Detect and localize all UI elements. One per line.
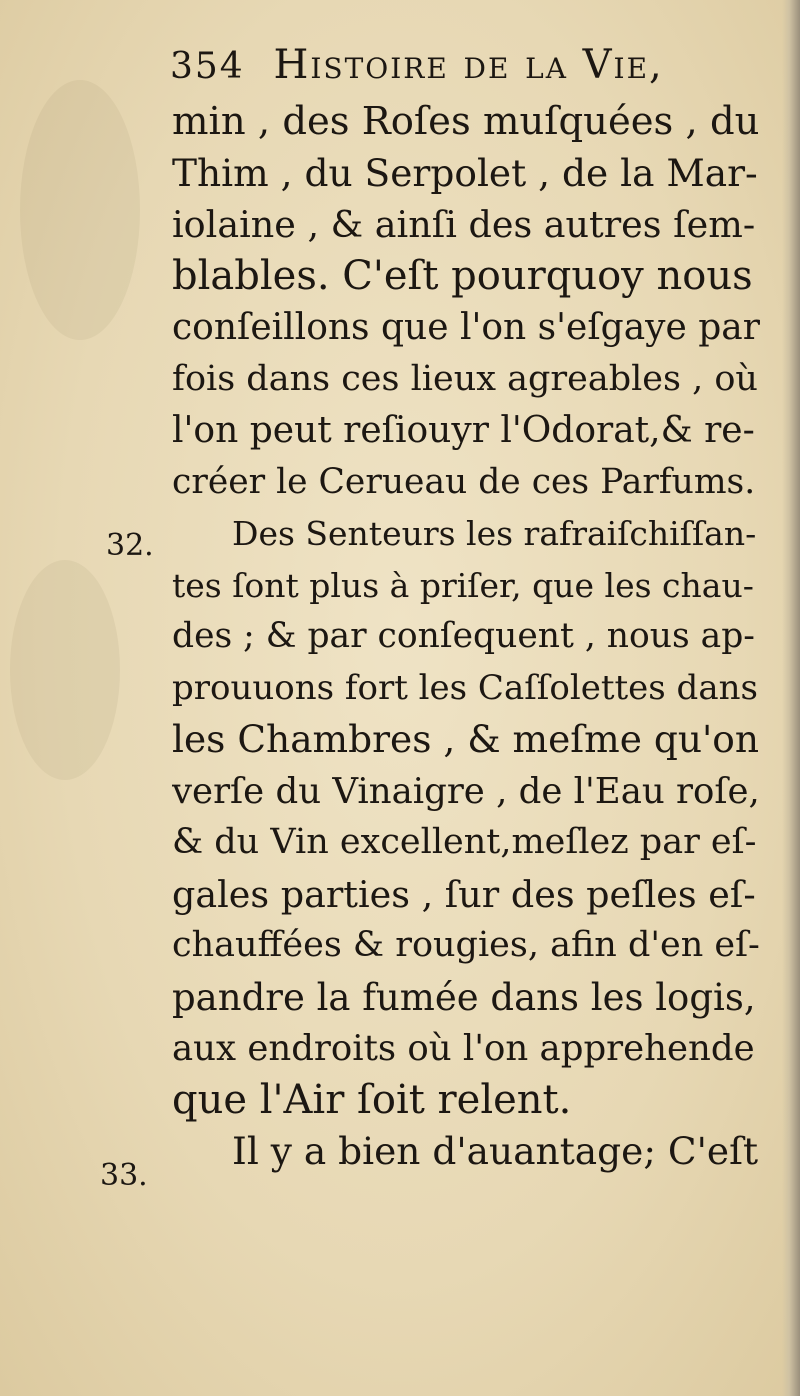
text-line: des ; & par conſequent , nous ap- bbox=[172, 616, 755, 656]
text-line: créer le Cerueau de ces Parfums. bbox=[172, 461, 756, 502]
text-line: conſeillons que l'on s'eſgaye par bbox=[172, 307, 760, 348]
running-title: Histoire de la Vie, bbox=[273, 42, 664, 88]
text-line: & du Vin excellent,meſlez par eſ- bbox=[172, 822, 757, 862]
text-line: aux endroits où l'on apprehende bbox=[172, 1028, 755, 1069]
paragraph-start-line: Des Senteurs les rafraiſchiſſan- bbox=[232, 514, 757, 553]
text-line: gales parties , ſur des peſles eſ- bbox=[172, 872, 756, 916]
page-number: 354 bbox=[170, 46, 245, 87]
text-line: prouuons fort les Caſſolettes dans bbox=[172, 667, 758, 708]
paper-stain bbox=[20, 80, 140, 340]
text-line: verſe du Vinaigre , de l'Eau roſe, bbox=[172, 770, 760, 812]
text-line: l'on peut reſiouyr l'Odorat,& re- bbox=[172, 410, 755, 451]
paragraph-start-line: Il y a bien d'auantage; C'eſt bbox=[232, 1129, 759, 1173]
text-line: Thim , du Serpolet , de la Mar- bbox=[172, 150, 758, 195]
text-line: blables. C'eſt pourquoy nous bbox=[172, 252, 753, 299]
running-header bbox=[170, 40, 760, 92]
text-line: tes ſont plus à priſer, que les chau- bbox=[172, 565, 754, 605]
text-line: chauffées & rougies, afin d'en eſ- bbox=[172, 925, 760, 965]
text-line: min , des Roſes muſquées , du bbox=[172, 99, 760, 144]
text-line: les Chambres , & meſme qu'on bbox=[172, 717, 760, 761]
text-line: que l'Air ſoit relent. bbox=[172, 1076, 572, 1123]
paper-stain bbox=[10, 560, 120, 780]
text-line: iolaine , & ainſi des autres ſem- bbox=[172, 203, 756, 246]
body-text bbox=[172, 96, 762, 1178]
margin-section-number: 32. bbox=[106, 528, 154, 563]
text-line: fois dans ces lieux agreables , où bbox=[172, 358, 758, 399]
page-gutter bbox=[782, 0, 800, 1396]
margin-section-number: 33. bbox=[100, 1158, 148, 1193]
text-line: pandre la fumée dans les logis, bbox=[172, 975, 756, 1019]
